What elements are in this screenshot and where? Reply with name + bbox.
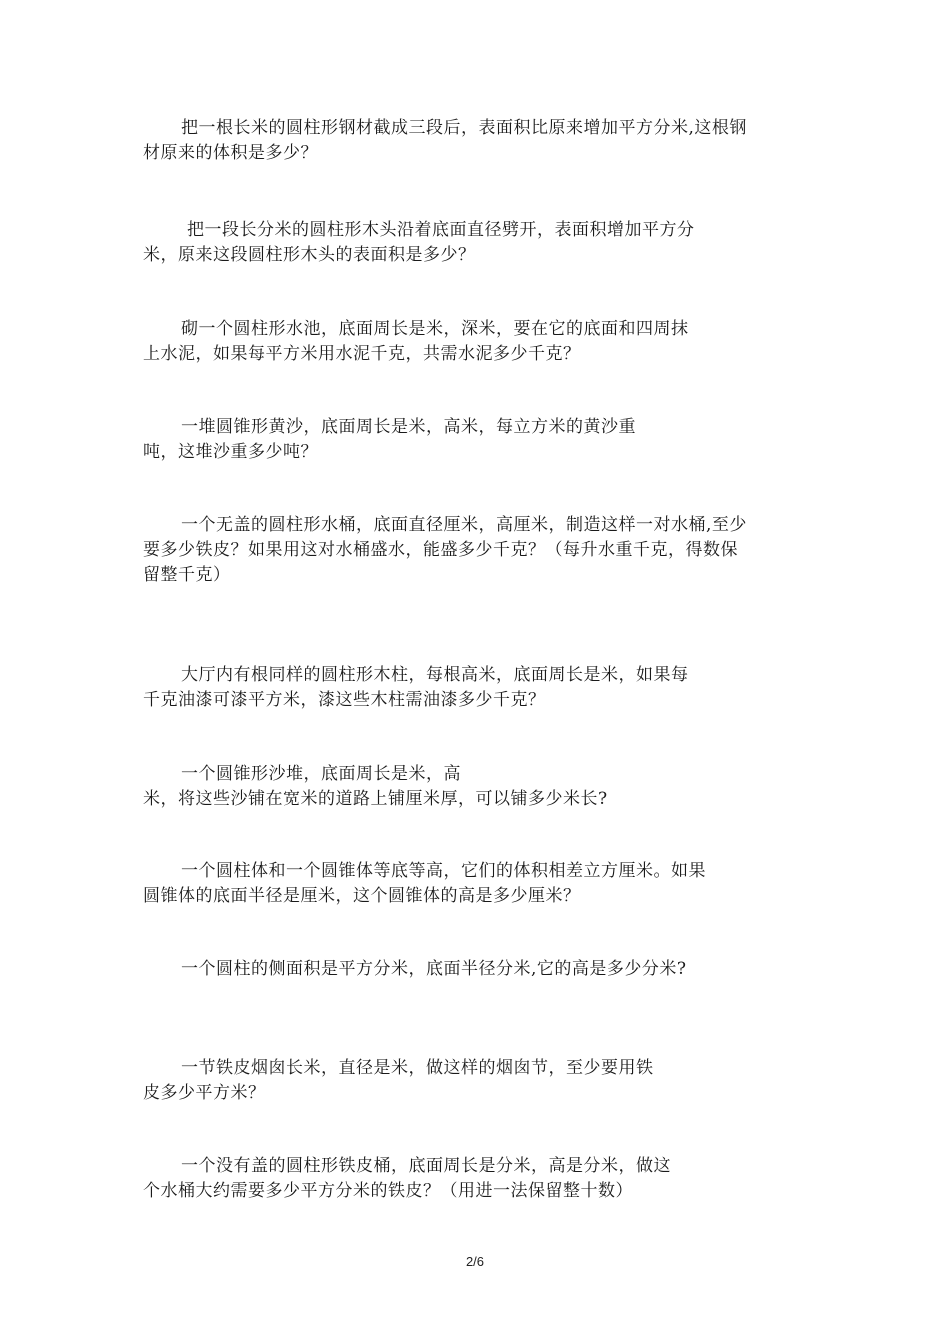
problem-line: 上水泥，如果每平方米用水泥千克，共需水泥多少千克？ — [143, 344, 581, 364]
problem-11 — [143, 1154, 671, 1204]
problem-line: 一节铁皮烟囱长米，直径是米，做这样的烟囱节，至少要用铁 — [181, 1058, 654, 1078]
problem-line: 皮多少平方米？ — [143, 1083, 266, 1103]
problem-3 — [143, 317, 689, 367]
problem-line: 砌一个圆柱形水池，底面周长是米，深米，要在它的底面和四周抹 — [181, 319, 689, 339]
problem-line: 圆锥体的底面半径是厘米，这个圆锥体的高是多少厘米？ — [143, 886, 581, 906]
problem-line: 一个圆柱的侧面积是平方分米，底面半径分米,它的高是多少分米? — [181, 959, 687, 979]
problem-1 — [143, 116, 747, 166]
problem-line: 千克油漆可漆平方米，漆这些木柱需油漆多少千克？ — [143, 690, 546, 710]
page-number: 2/6 — [465, 1254, 485, 1269]
problem-line: 米，原来这段圆柱形木头的表面积是多少？ — [143, 245, 476, 265]
problem-line: 大厅内有根同样的圆柱形木柱，每根高米，底面周长是米，如果每 — [181, 665, 689, 685]
problem-line: 一个无盖的圆柱形水桶，底面直径厘米，高厘米，制造这样一对水桶,至少 — [181, 515, 747, 535]
problem-10 — [143, 1056, 654, 1106]
problem-line: 一堆圆锥形黄沙，底面周长是米，高米，每立方米的黄沙重 — [181, 417, 636, 437]
problem-line: 材原来的体积是多少？ — [143, 143, 318, 163]
problem-line: 把一段长分米的圆柱形木头沿着底面直径劈开，表面积增加平方分 — [187, 220, 695, 240]
problem-line: 要多少铁皮？如果用这对水桶盛水，能盛多少千克？（每升水重千克，得数保 — [143, 540, 738, 560]
problem-line: 一个圆柱体和一个圆锥体等底等高，它们的体积相差立方厘米。如果 — [181, 861, 706, 881]
problem-8 — [143, 859, 706, 909]
problem-7 — [143, 762, 608, 812]
problem-line: 一个没有盖的圆柱形铁皮桶，底面周长是分米，高是分米，做这 — [181, 1156, 671, 1176]
problem-4 — [143, 415, 636, 465]
problem-line: 把一根长米的圆柱形钢材截成三段后，表面积比原来增加平方分米,这根钢 — [181, 118, 747, 138]
problem-5 — [143, 513, 747, 588]
problem-line: 吨，这堆沙重多少吨？ — [143, 442, 318, 462]
problem-line: 留整千克） — [143, 565, 231, 585]
problem-line: 米，将这些沙铺在宽米的道路上铺厘米厚，可以铺多少米长? — [143, 789, 608, 809]
problem-9 — [143, 957, 687, 982]
problem-2 — [143, 218, 695, 268]
problem-line: 个水桶大约需要多少平方分米的铁皮？（用进一法保留整十数） — [143, 1181, 633, 1201]
problem-6 — [143, 663, 689, 713]
problem-line: 一个圆锥形沙堆，底面周长是米，高 — [181, 764, 461, 784]
